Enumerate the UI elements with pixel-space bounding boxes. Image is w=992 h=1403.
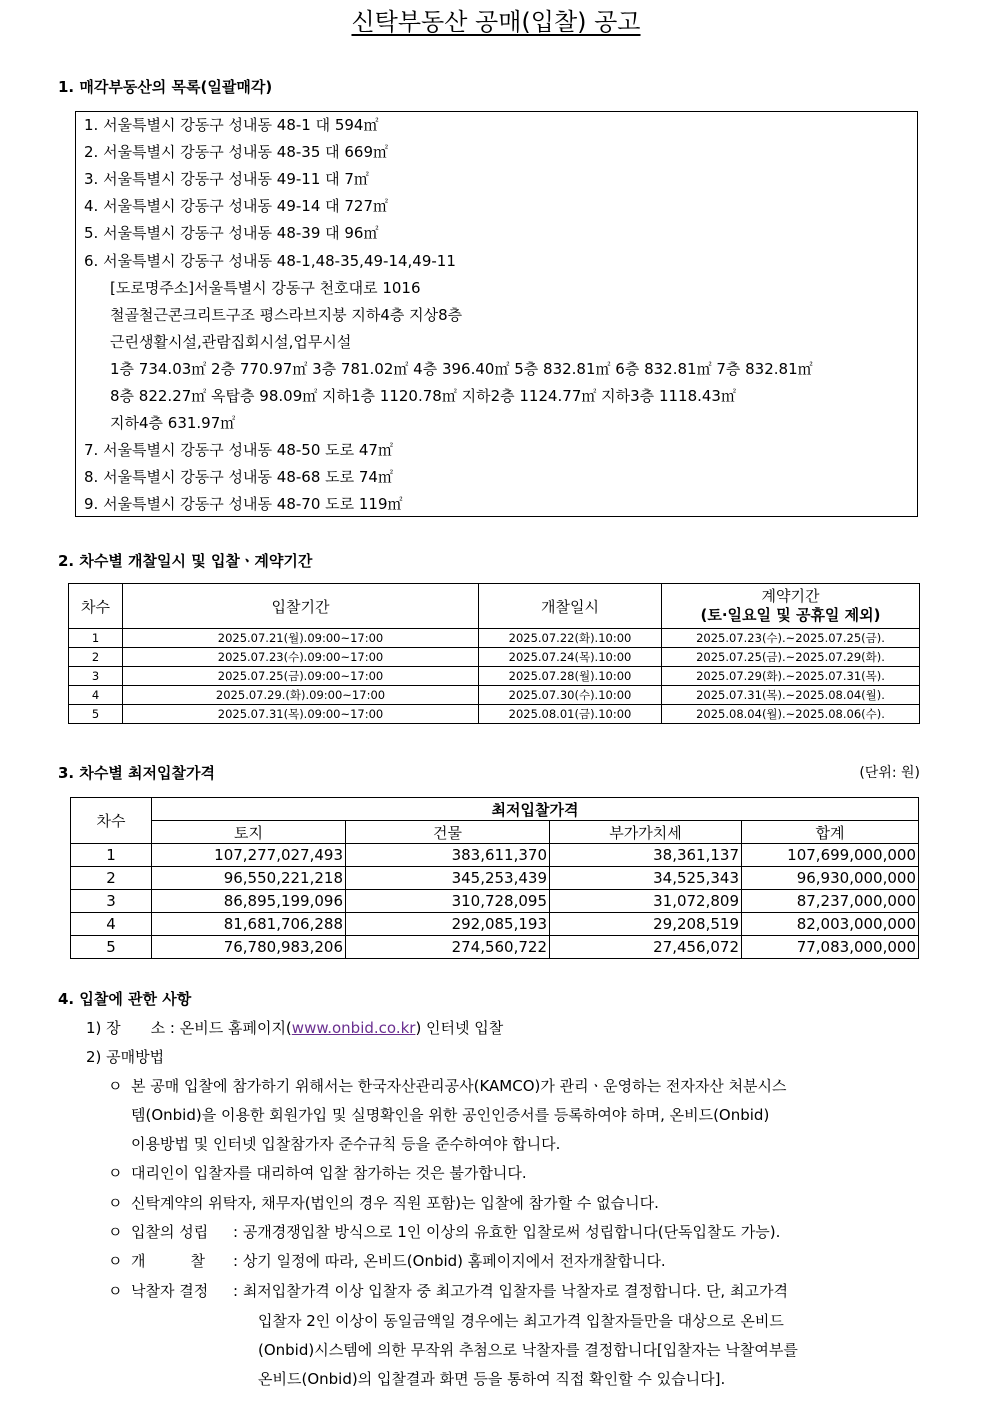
property-line: 근린생활시설,관람집회시설,업무시설 [110,332,352,351]
bullet3-text: 신탁계약의 위탁자, 채무자(법인의 경우 직원 포함)는 입찰에 참가할 수 없습니다. [131,1194,659,1212]
table-row [71,890,919,913]
table-cell: 3 [69,667,123,686]
table-cell: 2025.07.22(화).10:00 [479,629,662,648]
table-cell: 5 [69,705,123,724]
table-cell: 2025.08.01(금).10:00 [479,705,662,724]
section4-heading: 4. 입찰에 관한 사항 [58,990,192,1008]
table-row [71,936,919,959]
property-line: [도로명주소]서울특별시 강동구 천호대로 1016 [110,278,421,297]
col-round: 차수 [71,798,152,844]
col-building: 건물 [346,821,550,844]
col-min-price-group: 최저입찰가격 [152,798,919,821]
auction-method-label: 2) 공매방법 [86,1048,165,1066]
table-cell: 292,085,193 [346,913,550,936]
table-cell: 82,003,000,000 [742,913,919,936]
col-bid-period: 입찰기간 [123,584,479,629]
table-row [69,629,920,648]
property-line: 8. 서울특별시 강동구 성내동 48-68 도로 74㎡ [84,468,393,487]
table-cell: 77,083,000,000 [742,936,919,959]
bullet6-line3: (Onbid)시스템에 의한 무작위 추첨으로 낙찰자를 결정합니다[입찰자는 낙찰여부를 [258,1341,798,1359]
table-cell: 274,560,722 [346,936,550,959]
property-line: 지하4층 631.97㎡ [110,414,236,433]
table-cell: 2025.07.31(목).~2025.08.04(월). [662,686,920,705]
bullet-marker: ㅇ [108,1252,123,1270]
bullet-marker: ㅇ [108,1282,123,1300]
property-line: 3. 서울특별시 강동구 성내동 49-11 대 7㎡ [84,170,369,189]
table-row [69,705,920,724]
property-line: 1층 734.03㎡ 2층 770.97㎡ 3층 781.02㎡ 4층 396.40㎡ 5층 832.81㎡ 6층 832.81㎡ 7층 832.81㎡ [110,359,813,378]
bullet2-text: 대리인이 입찰자를 대리하여 입찰 참가하는 것은 불가합니다. [131,1164,527,1182]
bullet-marker: ㅇ [108,1077,123,1095]
table-cell: 107,277,027,493 [152,844,346,867]
table-cell: 2 [69,648,123,667]
property-line: 8층 822.27㎡ 옥탑층 98.09㎡ 지하1층 1120.78㎡ 지하2층 1124.77㎡ 지하3층 1118.43㎡ [110,387,736,405]
unit-label: (단위: 원) [859,765,920,781]
property-line: 9. 서울특별시 강동구 성내동 48-70 도로 119㎡ [84,495,403,514]
table-cell: 2025.07.29(화).~2025.07.31(목). [662,667,920,686]
table-cell: 1 [69,629,123,648]
table-cell: 38,361,137 [550,844,742,867]
property-line: 7. 서울특별시 강동구 성내동 48-50 도로 47㎡ [84,441,393,460]
table-cell: 345,253,439 [346,867,550,890]
table-cell: 2 [71,867,152,890]
bullet-marker: ㅇ [108,1223,123,1241]
property-line: 5. 서울특별시 강동구 성내동 48-39 대 96㎡ [84,224,379,243]
table-cell: 76,780,983,206 [152,936,346,959]
bullet1-line2: 템(Onbid)을 이용한 회원가입 및 실명확인을 위한 공인인증서를 등록하여야 하며, 온비드(Onbid) [131,1106,770,1124]
property-line: 1. 서울특별시 강동구 성내동 48-1 대 594㎡ [84,116,379,134]
table-cell: 87,237,000,000 [742,890,919,913]
property-line: 2. 서울특별시 강동구 성내동 48-35 대 669㎡ [84,143,389,162]
col-opening: 개찰일시 [479,584,662,629]
bullet6-line4: 온비드(Onbid)의 입찰결과 화면 등을 통하여 직접 확인할 수 있습니다]. [258,1370,726,1388]
bullet-marker: ㅇ [108,1194,123,1212]
table-cell: 310,728,095 [346,890,550,913]
property-line: 6. 서울특별시 강동구 성내동 48-1,48-35,49-14,49-11 [84,251,456,270]
col-land: 토지 [152,821,346,844]
table-row [69,648,920,667]
table-cell: 5 [71,936,152,959]
bullet6-line2: 입찰자 2인 이상이 동일금액일 경우에는 최고가격 입찰자들만을 대상으로 온비드 [258,1312,784,1330]
property-list-box [75,111,918,517]
bullet4-label: 입찰의 성립 [131,1223,209,1241]
table-cell: 4 [71,913,152,936]
table-cell: 29,208,519 [550,913,742,936]
table-cell: 1 [71,844,152,867]
section1-heading: 1. 매각부동산의 목록(일괄매각) [58,78,273,96]
table-cell: 2025.07.31(목).09:00~17:00 [123,705,479,724]
bullet4-text: : 공개경쟁입찰 방식으로 1인 이상의 유효한 입찰로써 성립합니다(단독입찰도 가능). [233,1223,781,1241]
col-contract-line1: 계약기간 [761,587,820,605]
col-total: 합계 [742,821,919,844]
table-cell: 2025.07.30(수).10:00 [479,686,662,705]
table-row [69,686,920,705]
table-cell: 27,456,072 [550,936,742,959]
table-cell: 2025.07.25(금).~2025.07.29(화). [662,648,920,667]
table-cell: 2025.07.21(월).09:00~17:00 [123,629,479,648]
bullet6-label: 낙찰자 결정 [131,1282,209,1300]
property-line: 4. 서울특별시 강동구 성내동 49-14 대 727㎡ [84,197,389,216]
table-cell: 2025.07.28(월).10:00 [479,667,662,686]
table-cell: 2025.07.25(금).09:00~17:00 [123,667,479,686]
bullet5-text: : 상기 일정에 따라, 온비드(Onbid) 홈페이지에서 전자개찰합니다. [233,1252,666,1270]
section2-heading: 2. 차수별 개찰일시 및 입찰ㆍ계약기간 [58,552,313,570]
col-round: 차수 [69,584,123,629]
col-vat: 부가가치세 [550,821,742,844]
bullet5-label: 개 찰 [131,1252,205,1270]
table-row [71,867,919,890]
table-cell: 86,895,199,096 [152,890,346,913]
bid-location: 1) 장 소 : 온비드 홈페이지(www.onbid.co.kr) 인터넷 입찰 [86,1019,504,1037]
table-cell: 2025.07.29.(화).09:00~17:00 [123,686,479,705]
table-cell: 81,681,706,288 [152,913,346,936]
bullet-marker: ㅇ [108,1164,123,1182]
table-row [71,844,919,867]
table-cell: 4 [69,686,123,705]
table-cell: 96,550,221,218 [152,867,346,890]
table-cell: 31,072,809 [550,890,742,913]
bullet1-line3: 이용방법 및 인터넷 입찰참가자 준수규칙 등을 준수하여야 합니다. [131,1135,561,1153]
table-cell: 2025.07.23(수).~2025.07.25(금). [662,629,920,648]
table-row [71,913,919,936]
table-cell: 2025.08.04(월).~2025.08.06(수). [662,705,920,724]
property-line: 철골철근콘크리트구조 평스라브지붕 지하4층 지상8층 [110,305,463,324]
bullet6-line1: : 최저입찰가격 이상 입찰자 중 최고가격 입찰자를 낙찰자로 결정합니다. 단, 최고가격 [233,1282,788,1300]
table-cell: 3 [71,890,152,913]
col-contract-line2: (토·일요일 및 공휴일 제외) [700,606,881,624]
price-table [70,797,919,959]
table-cell: 34,525,343 [550,867,742,890]
table-cell: 107,699,000,000 [742,844,919,867]
schedule-table [68,583,920,724]
table-cell: 2025.07.24(목).10:00 [479,648,662,667]
bullet1-line1: 본 공매 입찰에 참가하기 위해서는 한국자산관리공사(KAMCO)가 관리ㆍ운영하는 전자자산 처분시스 [131,1077,787,1095]
page-title: 신탁부동산 공매(입찰) 공고 [351,8,641,36]
table-row [69,667,920,686]
section3-heading: 3. 차수별 최저입찰가격 [58,764,215,782]
onbid-link[interactable]: www.onbid.co.kr [291,1019,416,1037]
table-cell: 383,611,370 [346,844,550,867]
table-cell: 2025.07.23(수).09:00~17:00 [123,648,479,667]
table-cell: 96,930,000,000 [742,867,919,890]
col-contract [662,584,920,629]
